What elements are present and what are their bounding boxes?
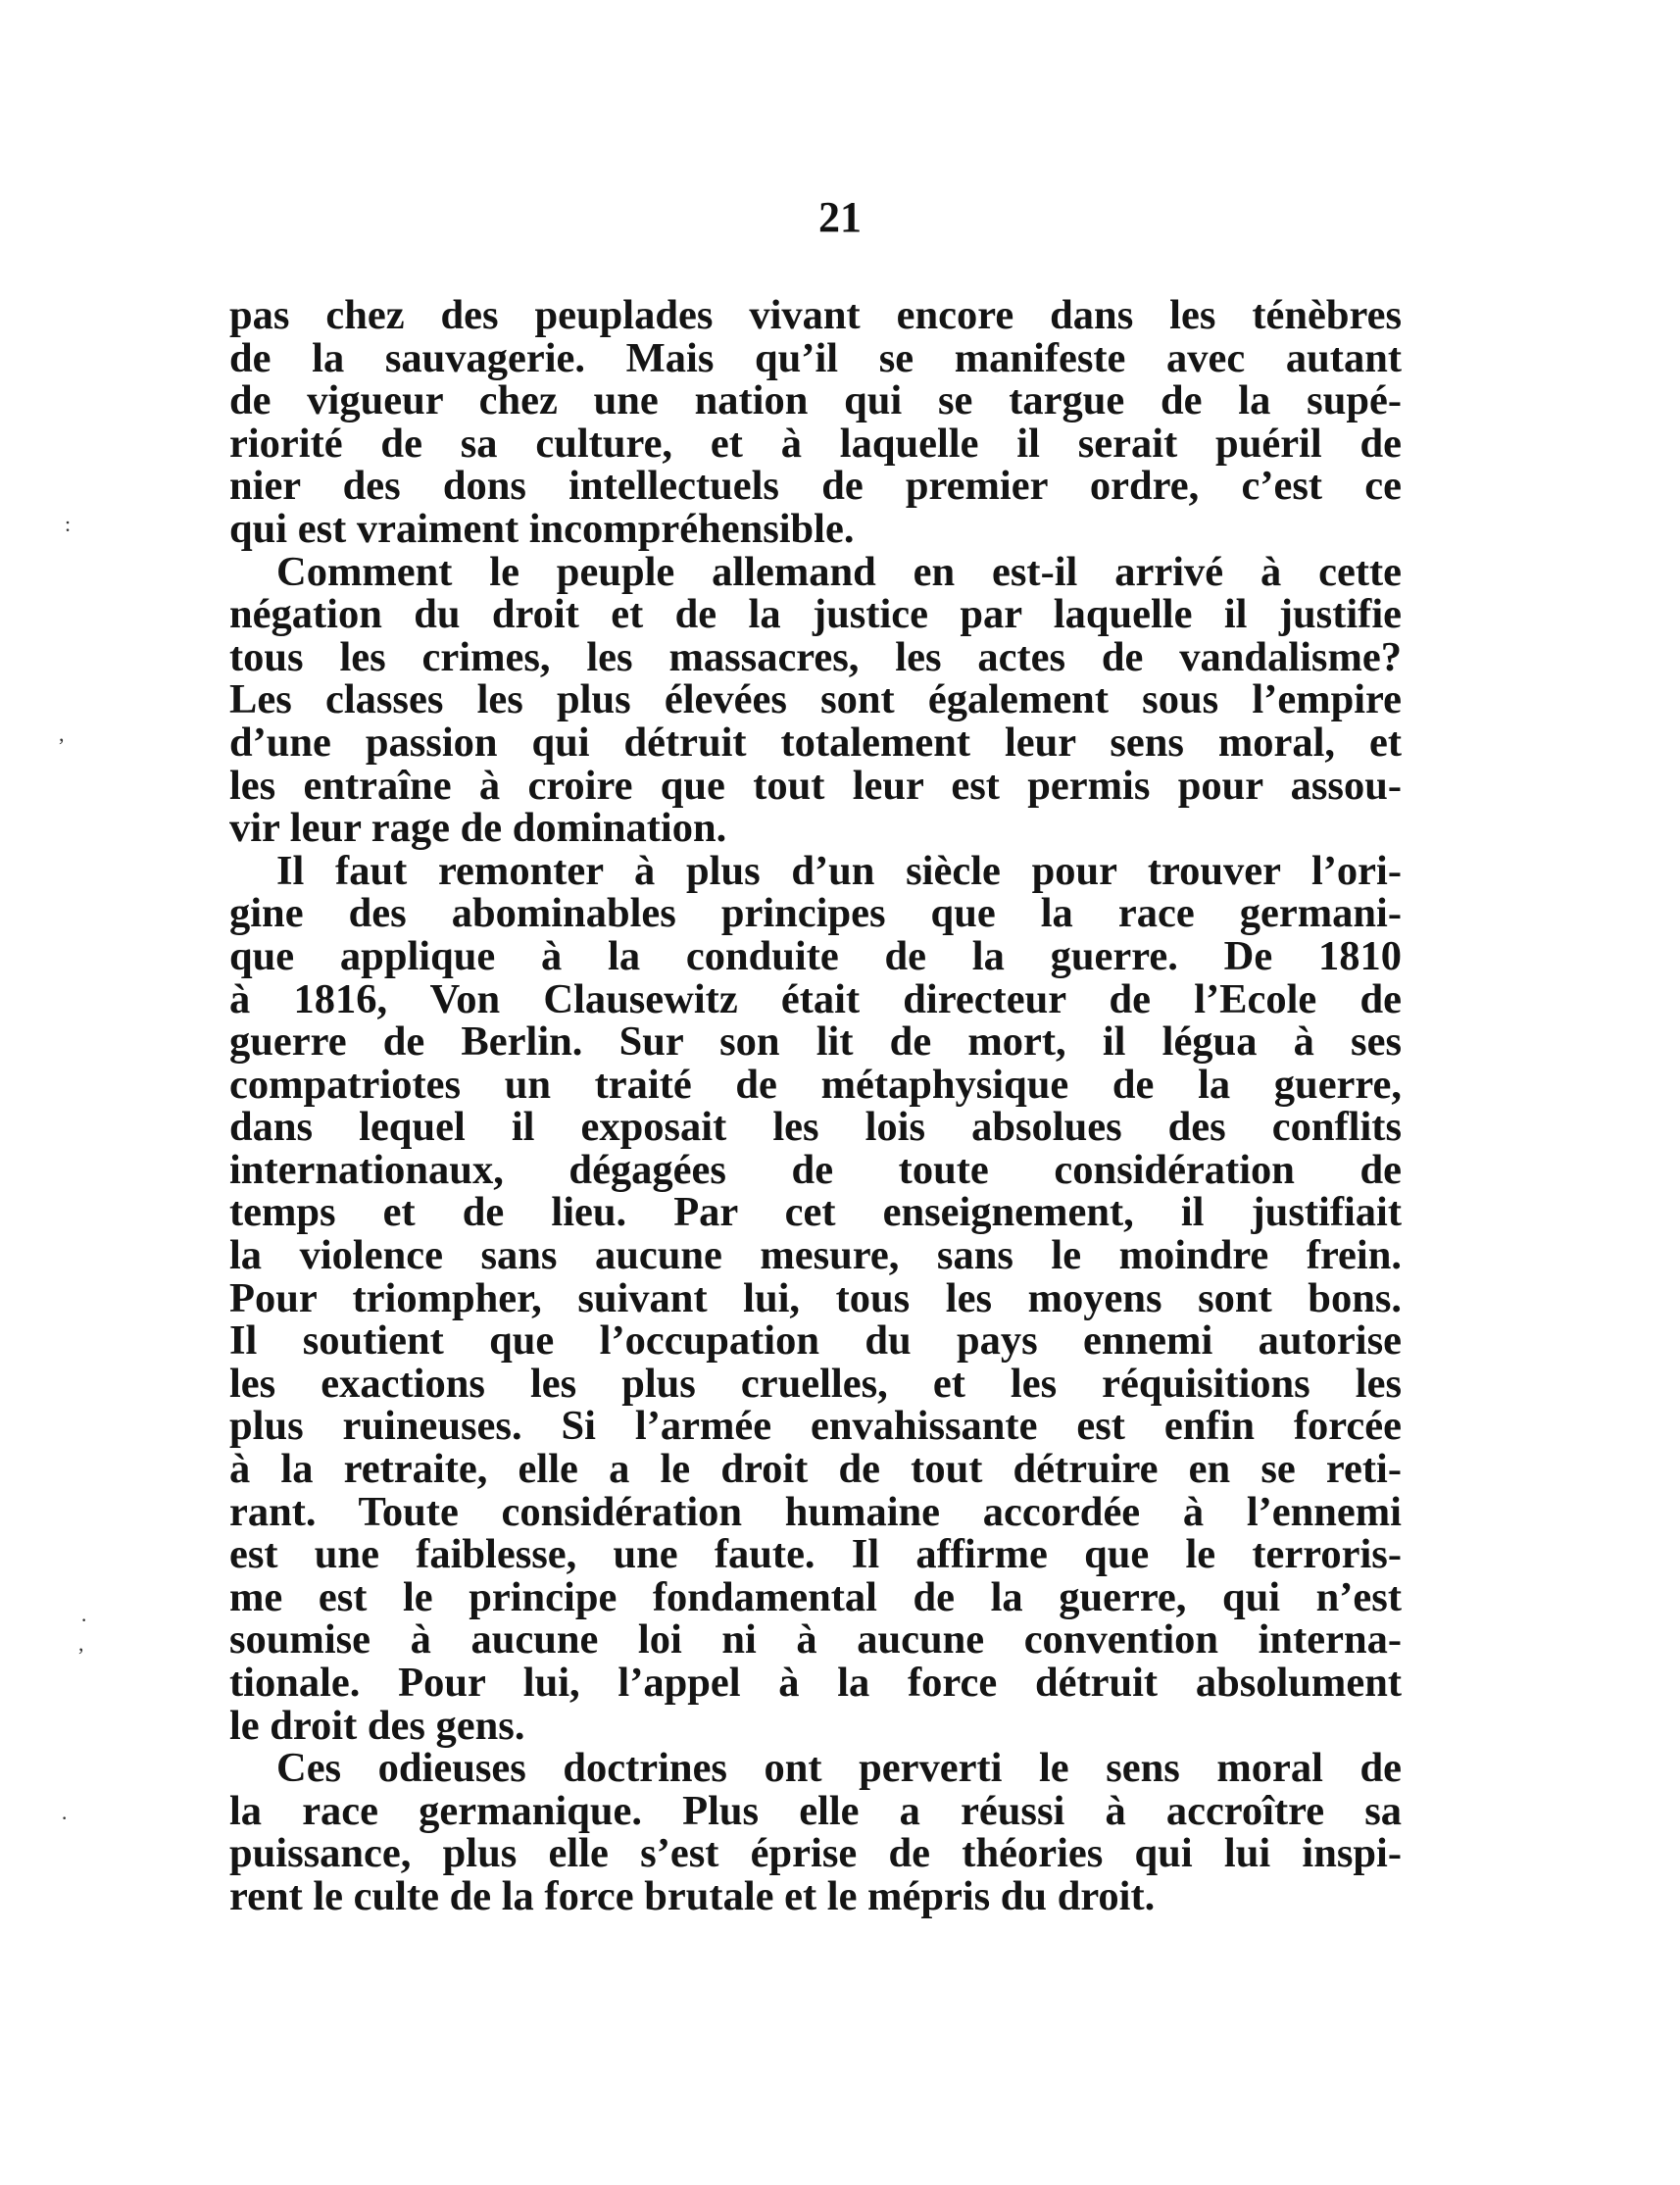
text-line: qui est vraiment incompréhensible. (229, 505, 855, 552)
text-line: que applique à la conduite de la guerre. De 1810 (229, 932, 1402, 979)
text-line: Il soutient que l’occupation du pays ennemi autorise (229, 1317, 1402, 1365)
text-line: Les classes les plus élevées sont également sous l’empire (229, 676, 1402, 723)
text-line: la violence sans aucune mesure, sans le moindre frein. (229, 1232, 1402, 1279)
text-line: tous les crimes, les massacres, les actes de vandalisme? (229, 633, 1402, 680)
text-line: soumise à aucune loi ni à aucune convention interna- (229, 1616, 1402, 1664)
text-line: les entraîne à croire que tout leur est permis pour assou- (229, 762, 1402, 809)
text-line: est une faiblesse, une faute. Il affirme que le terroris- (229, 1531, 1402, 1578)
paragraph (229, 294, 1402, 551)
text-line: Pour triompher, suivant lui, tous les moyens sont bons. (229, 1274, 1402, 1321)
page-number: 21 (818, 193, 862, 241)
margin-speck: : (65, 512, 72, 536)
paragraph (229, 847, 1402, 1749)
text-line: à 1816, Von Clausewitz était directeur de l’Ecole de (229, 975, 1402, 1022)
text-line: de vigueur chez une nation qui se targue de la supé- (229, 377, 1402, 424)
text-line: vir leur rage de domination. (229, 805, 727, 852)
text-line: me est le principe fondamental de la guerre, qui n’est (229, 1573, 1402, 1620)
text-line: le droit des gens. (229, 1702, 525, 1749)
text-line: puissance, plus elle s’est éprise de théories qui lui inspi- (229, 1830, 1402, 1877)
paragraph (229, 548, 1402, 852)
margin-speck: , (59, 721, 65, 746)
text-line: compatriotes un traité de métaphysique de la guerre, (229, 1061, 1402, 1108)
text-line: à la retraite, elle a le droit de tout détruire en se reti- (229, 1446, 1402, 1493)
body-text (229, 294, 1402, 1918)
text-line: de la sauvagerie. Mais qu’il se manifeste avec autant (229, 334, 1402, 381)
text-line: dans lequel il exposait les lois absolues des conflits (229, 1104, 1402, 1151)
margin-speck: · (61, 1806, 69, 1830)
text-line: Ces odieuses doctrines ont perverti le sens moral de (276, 1745, 1402, 1792)
text-line: négation du droit et de la justice par laquelle il justifie (229, 591, 1402, 638)
text-line: Comment le peuple allemand en est-il arrivé à cette (276, 548, 1402, 595)
text-line: tionale. Pour lui, l’appel à la force détruit absolument (229, 1660, 1402, 1706)
text-line: rent le culte de la force brutale et le mépris du droit. (229, 1872, 1156, 1919)
text-line: plus ruineuses. Si l’armée envahissante est enfin forcée (229, 1403, 1402, 1450)
text-line: les exactions les plus cruelles, et les réquisitions les (229, 1360, 1402, 1407)
text-line: la race germanique. Plus elle a réussi à accroître sa (229, 1787, 1402, 1834)
text-line: riorité de sa culture, et à laquelle il serait puéril de (229, 420, 1402, 467)
margin-speck: · (80, 1608, 88, 1632)
text-line: internationaux, dégagées de toute considération de (229, 1146, 1402, 1193)
text-line: pas chez des peuplades vivant encore dans les ténèbres (229, 292, 1402, 338)
text-line: d’une passion qui détruit totalement leur sens moral, et (229, 719, 1402, 766)
text-line: temps et de lieu. Par cet enseignement, il justifiait (229, 1189, 1402, 1236)
text-line: nier des dons intellectuels de premier ordre, c’est ce (229, 463, 1402, 510)
text-line: gine des abominables principes que la race germani- (229, 890, 1402, 937)
text-line: guerre de Berlin. Sur son lit de mort, il légua à ses (229, 1018, 1402, 1066)
paragraph (229, 1747, 1402, 1917)
text-line: rant. Toute considération humaine accordée à l’ennemi (229, 1488, 1402, 1535)
margin-speck: , (78, 1631, 84, 1656)
text-line: Il faut remonter à plus d’un siècle pour trouver l’ori- (276, 847, 1402, 894)
